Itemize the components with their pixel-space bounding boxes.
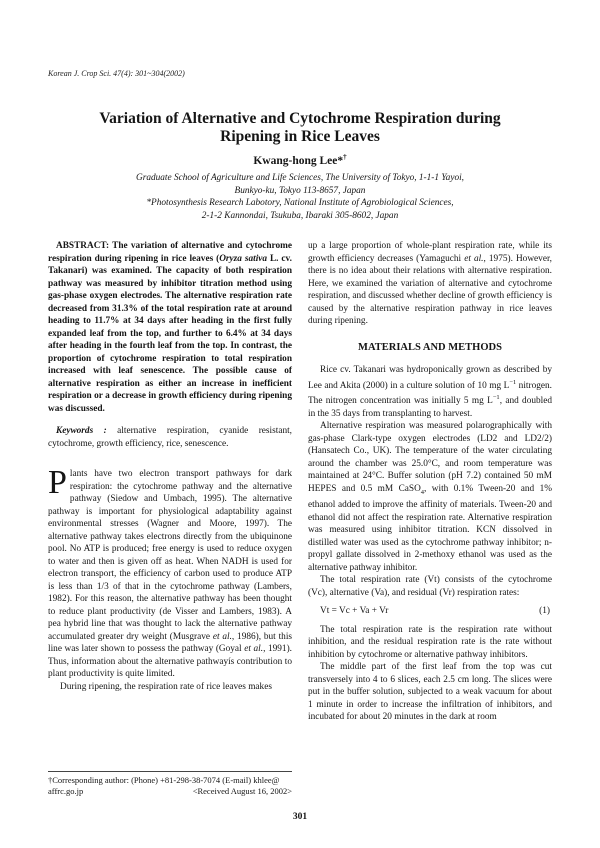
equation-number: (1) [539,606,550,617]
intro-continued: up a large proportion of whole-plant respiration rate, while its growth efficiency decreases (Yamaguchi et al., 1975). However, there is no idea about their relations with alternative respiration. Here, we examined the variation of alternative and cytochrome respiration, and discussed whether decline of growth efficiency is caused by the alternative respiration pathway in rice leaves during ripening. [308,241,552,326]
paper-title [40,110,560,146]
right-column [308,240,552,724]
methods-paragraph-2: Alternative respiration was measured polarographically with gas-phase Clark-type oxygen electrodes (LD2 and LD2/2) (Hansatech Co., UK). The temperature of the water circulating around the chamber was 25.0°C, and room temperature was maintained at 24°C. Buffer solution (pH 7.2) contained 50 mM HEPES and 0.5 mM CaSO$_4$, with 0.1% Tween-20 and 1% ethanol added to improve the affinity of materials. Tween-20 and ethanol did not affect the respiration rate. Alternative respiration was measured using inhibitor titration. KCN dissolved in distilled water was used as the cytochrome pathway inhibitor; n-propyl gallate dissolved in 2-methoxy ethanol was used as the alternative pathway inhibitor. [308,421,552,573]
methods-paragraph-1: Rice cv. Takanari was hydroponically grown as described by Lee and Akita (2000) in a culture solution of 10 mg $L^{-1}$ nitrogen. The nitrogen concentration was initially 5 mg $L^{-1}$, and doubled in the 35 days from transplanting to harvest. [308,365,552,419]
corresponding-author-footnote [48,771,292,797]
keywords: Keywords : alternative respiration, cyanide resistant, cytochrome, growth efficiency, rice, senescence. [48,426,293,449]
title-line-1: Variation of Alternative and Cytochrome Respiration during [99,110,501,127]
abstract-label: ABSTRACT: [56,241,110,251]
methods-paragraph-4: The total respiration rate is the respiration rate without inhibition, and the residual respiration rate is the rate without inhibition by cytochrome or alternative pathway inhibitors. [308,624,552,660]
species-name: Oryza sativa [219,253,268,264]
equation-1 [320,605,552,618]
intro-paragraph-2: During ripening, the respiration rate of rice leaves makes [60,681,272,692]
abstract: ABSTRACT: The variation of alternative and cytochrome respiration during ripening in rice leaves (Oryza sativa L. cv. Takanari) was examined. The capacity of both respiration pathway was measured by inhibitor titration method using gas-phase oxygen electrodes. The alternative respiration rate decreased from 31.3% of the total respiration rate at around heading to 11.7% at 34 days after heading in the first fully expanded leaf from the top, and further to 6.4% at 34 days after heading in the fourth leaf from the top. In contrast, the proportion of cytochrome respiration to total respiration increased with leaf senescence. The possible cause of alternative respiration as either an increase in inefficient respiration or a decrease in growth efficiency during ripening was discussed. [48,241,292,414]
affiliation-line-4: 2-1-2 Kannondai, Tsukuba, Ibaraki 305-8602, Japan [201,210,399,221]
keywords-label: Keywords : [56,426,107,436]
journal-reference: Korean J. Crop Sci. 47(4): 301~304(2002) [48,69,185,78]
affiliation-line-1: Graduate School of Agriculture and Life Sciences, The University of Tokyo, 1-1-1 Yayoi, [135,173,465,183]
methods-paragraph-5: The middle part of the first leaf from the top was cut transversely into 4 to 6 slices, each 2.5 cm long. The slices were put in the buffer solution, subjected to a weak vacuum for about 1 minute in order to increase the infiltration of inhibitors, and incubated for about 20 minutes in the dark at room [308,662,552,723]
affiliation-line-3: *Photosynthesis Research Labotory, National Institute of Agrobiological Sciences, [146,198,454,208]
page-number: 301 [292,812,308,822]
footnote-email-end: affrc.go.jp [48,786,84,796]
title-line-2: Ripening in Rice Leaves [220,128,380,145]
footnote-line-1: †Corresponding author: (Phone) +81-298-38-7074 (E-mail) khlee@ [48,775,280,785]
received-date: <Received August 16, 2002> [192,786,292,796]
drop-cap: P [48,464,67,501]
intro-paragraph-1: Plants have two electron transport pathways for dark respiration: the cytochrome pathway and the alternative pathway (Siedow and Umbach, 1995). The alternative pathway is important for physiological adaptability against environmental stresses (Wagner and Moore, 1997). The alternative pathway takes electrons directly from the ubiquinone pool. No ATP is produced; free energy is used to reduce oxygen to water and then is given off as heat. When NADH is used for electron transport, the efficiency of carbon used to produce ATP is less than 1/3 of that in the cytochrome pathway (Lambers, 1982). For this reason, the alternative pathway has been thought to reduce plant productivity (de Visser and Lambers, 1983). A pea hybrid line that was thought to lack the alternative pathway accumulated greater dry weight (Musgrave et al., 1986), but this line was later shown to possess the pathway (Goyal et al., 1991). Thus, information about the alternative pathwayís contribution to plant productivity is quite limited. [48,464,293,679]
section-heading-methods: MATERIALS AND METHODS [358,341,502,353]
affiliation-line-2: Bunkyo-ku, Tokyo 113-8657, Japan [234,185,366,196]
affiliations [40,172,560,222]
author-name: Kwang-hong Lee*† [253,153,347,167]
author-marks: † [343,153,347,161]
methods-paragraph-3: The total respiration rate (Vt) consists of the cytochrome (Vc), alternative (Va), and residual (Vr) respiration rates: [308,575,552,598]
equation-body: Vt = Vc + Va + Vr [320,606,389,617]
left-column [48,240,292,693]
